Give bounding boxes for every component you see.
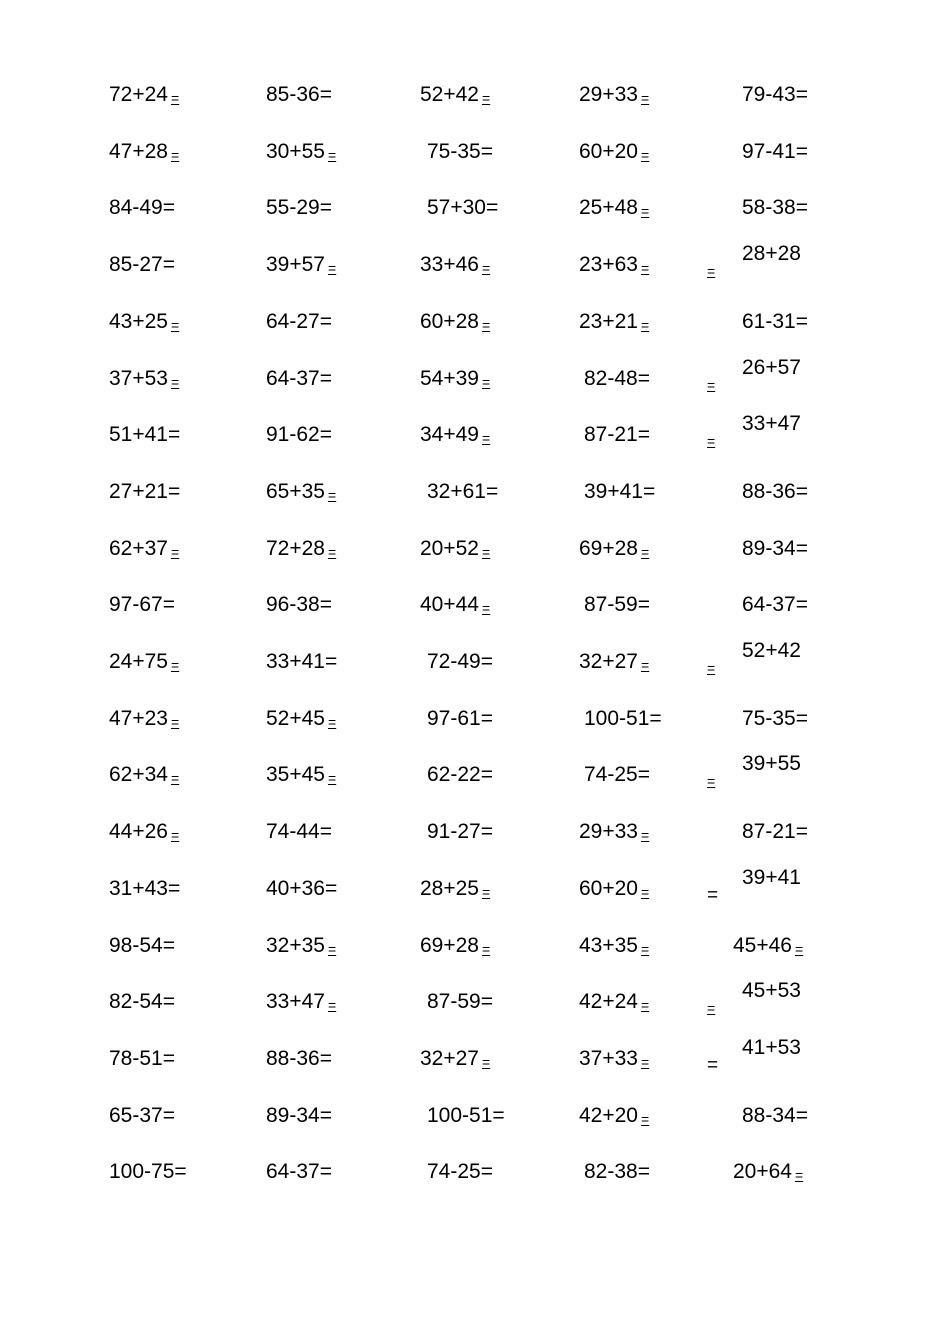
problem-r8-c3 — [427, 480, 498, 510]
problem-r9-c4 — [579, 537, 649, 567]
problem-r15-c2 — [266, 877, 337, 907]
problem-expression: 87-21= — [742, 820, 808, 844]
problem-r19-c5 — [742, 1104, 808, 1134]
equals-sign — [707, 1053, 718, 1078]
problem-r14-c2 — [266, 820, 332, 850]
problem-r10-c3 — [420, 593, 490, 623]
problem-expression: 52+42 — [420, 83, 479, 106]
problem-expression: 35+45 — [266, 763, 325, 787]
answer-blank — [641, 91, 649, 105]
problem-r16-c5 — [733, 934, 803, 964]
problem-r2-c1 — [109, 140, 179, 170]
problem-r14-c3 — [427, 820, 493, 850]
problem-r17-c3 — [427, 990, 493, 1020]
answer-blank — [171, 771, 179, 785]
problem-r10-c1 — [109, 593, 175, 623]
equals-sign — [707, 995, 715, 1020]
problem-expression: 69+28 — [579, 536, 638, 560]
problem-r4-c1 — [109, 253, 175, 283]
problem-expression: 74-25= — [427, 1160, 493, 1184]
answer-blank — [171, 828, 179, 842]
problem-expression: 31+43= — [109, 876, 181, 900]
problem-r18-c3 — [420, 1047, 490, 1077]
answer-blank — [328, 715, 336, 729]
problem-expression: 85-36= — [266, 83, 332, 106]
problem-expression: 91-62= — [266, 423, 332, 447]
problem-r13-c3 — [427, 763, 493, 793]
problem-r11-c4 — [579, 650, 649, 680]
problem-expression: 97-67= — [109, 593, 175, 617]
problem-r18-c2 — [266, 1047, 332, 1077]
problem-expression: 82-48= — [584, 366, 650, 390]
answer-blank — [482, 1055, 490, 1069]
problem-expression: 72+28 — [266, 536, 325, 560]
problem-expression: 60+28 — [420, 309, 479, 333]
problem-r19-c4 — [579, 1104, 649, 1134]
answer-blank — [482, 545, 490, 559]
problem-expression: 29+33 — [579, 820, 638, 844]
problem-expression: 72-49= — [427, 650, 493, 673]
problem-r19-c1 — [109, 1104, 175, 1134]
problem-r4-c2 — [266, 253, 336, 283]
problem-expression: 41+53 — [742, 1035, 801, 1059]
problem-r5-c4 — [579, 310, 649, 340]
problem-r5-c3 — [420, 310, 490, 340]
problem-expression: 62-22= — [427, 763, 493, 787]
answer-blank — [328, 148, 336, 162]
problem-r15-c5 — [742, 866, 801, 896]
problem-r16-c4 — [579, 934, 649, 964]
problem-r16-c3 — [420, 934, 490, 964]
problem-r4-c4 — [579, 253, 649, 283]
problem-r5-c5 — [742, 310, 808, 340]
problem-expression: 64-37= — [266, 1160, 332, 1184]
problem-r7-c4 — [584, 423, 650, 453]
problem-expression: 33+41= — [266, 650, 338, 673]
problem-r10-c4 — [584, 593, 650, 623]
problem-expression: 58-38= — [742, 196, 808, 220]
problem-expression: 28+28 — [742, 242, 801, 266]
problem-r9-c3 — [420, 537, 490, 567]
problem-expression: 100-75= — [109, 1160, 187, 1184]
problem-r20-c4 — [584, 1160, 650, 1190]
problem-expression: 64-27= — [266, 309, 332, 333]
problem-r11-c5 — [742, 639, 801, 669]
equals-sign — [707, 428, 715, 453]
problem-r17-c2 — [266, 990, 336, 1020]
problem-expression: 24+75 — [109, 650, 168, 673]
answer-blank — [328, 771, 336, 785]
problem-r20-c1 — [109, 1160, 187, 1190]
problem-r9-c1 — [109, 537, 179, 567]
problem-r3-c2 — [266, 196, 332, 226]
problem-expression: 33+46 — [420, 253, 479, 277]
problem-expression: 34+49 — [420, 423, 479, 447]
problem-expression: 20+52 — [420, 536, 479, 560]
problem-expression: 74-25= — [584, 763, 650, 787]
problem-r1-c1 — [109, 83, 179, 113]
answer-blank — [641, 828, 649, 842]
answer-blank — [328, 998, 336, 1012]
problem-r20-c5 — [733, 1160, 803, 1190]
problem-expression: 42+24 — [579, 990, 638, 1014]
problem-expression: 64-37= — [742, 593, 808, 617]
problem-expression: 79-43= — [742, 83, 808, 106]
problem-expression: 29+33 — [579, 83, 638, 106]
problem-r1-c3 — [420, 83, 490, 113]
problem-expression: 57+30= — [427, 196, 499, 220]
answer-blank — [482, 431, 490, 445]
problem-expression: 45+46 — [733, 933, 792, 957]
problem-r7-c3 — [420, 423, 490, 453]
answer-blank — [641, 204, 649, 218]
equals-sign — [707, 372, 715, 397]
problem-expression: 61-31= — [742, 309, 808, 333]
problem-expression: 88-36= — [266, 1046, 332, 1070]
problem-expression: 20+64 — [733, 1160, 792, 1184]
problem-expression: 23+63 — [579, 253, 638, 277]
problem-expression: 39+57 — [266, 253, 325, 277]
problem-r14-c1 — [109, 820, 179, 850]
problem-expression: 72+24 — [109, 83, 168, 106]
problem-expression: 87-59= — [427, 990, 493, 1014]
problem-r1-c5 — [742, 83, 808, 113]
problem-expression: 37+53 — [109, 366, 168, 390]
equals-sign — [707, 655, 715, 680]
problem-r12-c5 — [742, 707, 808, 737]
problem-r10-c2 — [266, 593, 332, 623]
answer-blank — [795, 1168, 803, 1182]
problem-r13-c4 — [584, 763, 650, 793]
answer-blank — [641, 885, 649, 899]
problem-expression: 75-35= — [742, 706, 808, 730]
problem-r12-c3 — [427, 707, 493, 737]
problem-expression: 85-27= — [109, 253, 175, 277]
answer-blank — [641, 261, 649, 275]
answer-blank — [171, 715, 179, 729]
problem-expression: 42+20 — [579, 1103, 638, 1127]
problem-r4-c5 — [742, 242, 801, 272]
problem-r12-c4 — [584, 707, 662, 737]
answer-blank — [482, 942, 490, 956]
answer-blank — [641, 545, 649, 559]
problem-r18-c1 — [109, 1047, 175, 1077]
problem-r7-c1 — [109, 423, 180, 453]
problem-r2-c3 — [427, 140, 493, 170]
problem-r8-c4 — [584, 480, 655, 510]
problem-r18-c5 — [742, 1036, 801, 1066]
problem-r5-c1 — [109, 310, 179, 340]
problem-expression: 54+39 — [420, 366, 479, 390]
problem-expression: 75-35= — [427, 139, 493, 163]
answer-blank — [482, 601, 490, 615]
problem-r6-c3 — [420, 367, 490, 397]
problem-r6-c5 — [742, 356, 801, 386]
problem-r13-c2 — [266, 763, 336, 793]
problem-r15-c1 — [109, 877, 180, 907]
problem-r19-c3 — [427, 1104, 505, 1134]
problem-r5-c2 — [266, 310, 332, 340]
problem-expression: 32+27 — [420, 1046, 479, 1070]
equals-sign — [707, 768, 715, 793]
problem-r11-c3 — [427, 650, 493, 680]
problem-expression: 32+61= — [427, 479, 499, 503]
answer-blank — [482, 91, 490, 105]
answer-blank — [482, 261, 490, 275]
problem-r9-c5 — [742, 537, 808, 567]
problem-expression: 62+34 — [109, 763, 168, 787]
answer-blank — [641, 658, 649, 672]
problem-expression: 43+35 — [579, 933, 638, 957]
problem-r12-c2 — [266, 707, 336, 737]
problem-expression: 62+37 — [109, 536, 168, 560]
problem-expression: 82-38= — [584, 1160, 650, 1184]
problem-expression: 88-36= — [742, 479, 808, 503]
problem-r2-c2 — [266, 140, 336, 170]
problem-expression: 43+25 — [109, 309, 168, 333]
problem-expression: 25+48 — [579, 196, 638, 220]
problem-r16-c1 — [109, 934, 175, 964]
problem-expression: 60+20 — [579, 876, 638, 900]
problem-r6-c1 — [109, 367, 179, 397]
problem-expression: 40+36= — [266, 876, 338, 900]
answer-blank — [641, 148, 649, 162]
problem-expression: 89-34= — [266, 1103, 332, 1127]
problem-expression: 52+42 — [742, 639, 801, 662]
answer-blank — [482, 375, 490, 389]
problem-r7-c5 — [742, 412, 801, 442]
problem-expression: 97-61= — [427, 706, 493, 730]
problem-r8-c2 — [266, 480, 336, 510]
problem-expression: 98-54= — [109, 933, 175, 957]
problem-r6-c4 — [584, 367, 650, 397]
problem-r7-c2 — [266, 423, 332, 453]
problem-expression: 89-34= — [742, 536, 808, 560]
problem-r9-c2 — [266, 537, 336, 567]
problem-r20-c2 — [266, 1160, 332, 1190]
answer-blank — [482, 885, 490, 899]
problem-expression: 47+23 — [109, 706, 168, 730]
problem-r13-c1 — [109, 763, 179, 793]
problem-r15-c3 — [420, 877, 490, 907]
problem-r20-c3 — [427, 1160, 493, 1190]
problem-expression: 87-59= — [584, 593, 650, 617]
problem-r3-c1 — [109, 196, 175, 226]
problem-r17-c5 — [742, 979, 801, 1009]
problem-expression: 33+47 — [742, 412, 801, 436]
problem-r18-c4 — [579, 1047, 649, 1077]
answer-blank — [641, 942, 649, 956]
answer-blank — [641, 1055, 649, 1069]
problem-expression: 52+45 — [266, 706, 325, 730]
problem-expression: 32+35 — [266, 933, 325, 957]
answer-blank — [482, 318, 490, 332]
problem-expression: 28+25 — [420, 876, 479, 900]
problem-expression: 27+21= — [109, 479, 181, 503]
problem-expression: 84-49= — [109, 196, 175, 220]
problem-expression: 33+47 — [266, 990, 325, 1014]
answer-blank — [641, 998, 649, 1012]
answer-blank — [171, 375, 179, 389]
problem-r11-c2 — [266, 650, 337, 680]
problem-expression: 37+33 — [579, 1046, 638, 1070]
problem-expression: 44+26 — [109, 820, 168, 844]
problem-expression: 45+53 — [742, 979, 801, 1003]
problem-expression: 60+20 — [579, 139, 638, 163]
problem-r17-c1 — [109, 990, 175, 1020]
problem-r12-c1 — [109, 707, 179, 737]
answer-blank — [171, 318, 179, 332]
answer-blank — [795, 942, 803, 956]
problem-r8-c1 — [109, 480, 180, 510]
problem-expression: 65+35 — [266, 479, 325, 503]
problem-expression: 39+55 — [742, 752, 801, 776]
problem-r13-c5 — [742, 752, 801, 782]
problem-r1-c4 — [579, 83, 649, 113]
problem-expression: 82-54= — [109, 990, 175, 1014]
problem-r14-c5 — [742, 820, 808, 850]
problem-expression: 74-44= — [266, 820, 332, 844]
problem-r3-c4 — [579, 196, 649, 226]
problem-expression: 69+28 — [420, 933, 479, 957]
problem-expression: 39+41 — [742, 865, 801, 889]
problem-r3-c3 — [427, 196, 498, 226]
problem-expression: 47+28 — [109, 139, 168, 163]
problem-r11-c1 — [109, 650, 179, 680]
answer-blank — [171, 91, 179, 105]
problem-r2-c5 — [742, 140, 808, 170]
answer-blank — [641, 318, 649, 332]
problem-r16-c2 — [266, 934, 336, 964]
answer-blank — [171, 545, 179, 559]
problem-r14-c4 — [579, 820, 649, 850]
answer-blank — [171, 148, 179, 162]
answer-blank — [641, 1112, 649, 1126]
problem-expression: 30+55 — [266, 139, 325, 163]
answer-blank — [328, 942, 336, 956]
problem-r19-c2 — [266, 1104, 332, 1134]
problem-expression: 100-51= — [427, 1103, 505, 1127]
answer-blank — [328, 488, 336, 502]
problem-expression: 26+57 — [742, 355, 801, 379]
problem-expression: 39+41= — [584, 479, 656, 503]
problem-expression: 91-27= — [427, 820, 493, 844]
equals-sign — [707, 883, 718, 908]
problem-r4-c3 — [420, 253, 490, 283]
answer-blank — [328, 261, 336, 275]
problem-expression: 87-21= — [584, 423, 650, 447]
problem-r6-c2 — [266, 367, 332, 397]
problem-r8-c5 — [742, 480, 808, 510]
problem-r1-c2 — [266, 83, 332, 113]
problem-expression: 97-41= — [742, 139, 808, 163]
answer-blank — [328, 545, 336, 559]
problem-expression: 23+21 — [579, 309, 638, 333]
problem-expression: 65-37= — [109, 1103, 175, 1127]
problem-expression: 78-51= — [109, 1046, 175, 1070]
answer-blank — [171, 658, 179, 672]
problem-expression: 55-29= — [266, 196, 332, 220]
problem-expression: 64-37= — [266, 366, 332, 390]
problem-expression: 51+41= — [109, 423, 181, 447]
problem-r3-c5 — [742, 196, 808, 226]
problem-expression: 96-38= — [266, 593, 332, 617]
problem-expression: 32+27 — [579, 650, 638, 673]
problem-expression: 100-51= — [584, 706, 662, 730]
problem-r15-c4 — [579, 877, 649, 907]
problem-expression: 40+44 — [420, 593, 479, 617]
equals-sign — [707, 258, 715, 283]
problem-expression: 88-34= — [742, 1103, 808, 1127]
problem-r2-c4 — [579, 140, 649, 170]
problem-r17-c4 — [579, 990, 649, 1020]
problem-r10-c5 — [742, 593, 808, 623]
